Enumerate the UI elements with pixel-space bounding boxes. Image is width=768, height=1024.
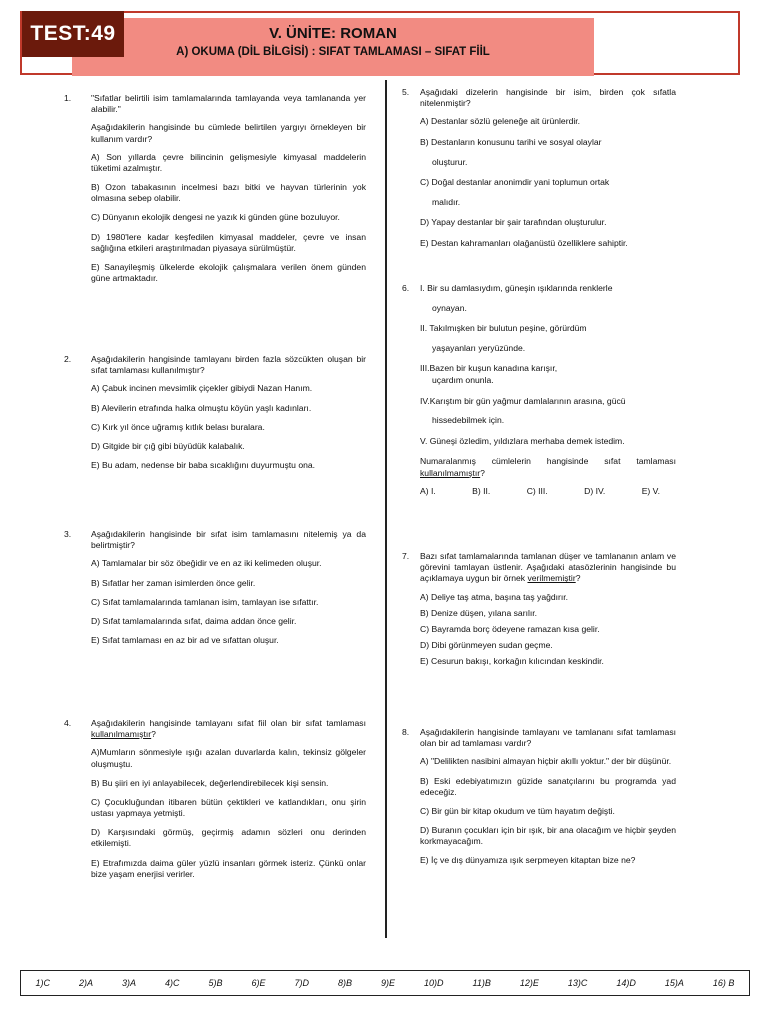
stem-underlined: verilmemiştir — [527, 573, 576, 584]
option-e[interactable]: E) Destan kahramanları olağanüstü özelliklere sahiptir. — [420, 237, 628, 248]
question-prompt: Aşağıdakilerin hangisinde bu cümlede belirtilen yargıyı örnekleyen bir kullanım vardır? — [91, 122, 366, 144]
question-number: 5. — [402, 87, 410, 97]
option-b-line2: oluşturur. — [432, 156, 468, 167]
option-e[interactable]: E) Cesurun bakışı, korkağın kılıcından keskindir. — [420, 656, 604, 667]
option-e[interactable]: E) Bu adam, nedense bir baba sıcaklığını duyurmuştu ona. — [91, 460, 316, 471]
question-number: 2. — [64, 354, 72, 364]
option-e[interactable]: E) V. — [641, 485, 660, 496]
option-d[interactable]: D) Yapay destanlar bir şair tarafından oluşturulur. — [420, 217, 607, 228]
question-body — [91, 718, 366, 888]
option-a[interactable]: A) "Delilikten nasibini almayan hiçbir akıllı yoktur." der bir düşünür. — [420, 756, 672, 767]
answer-item: 6)E — [251, 978, 266, 988]
question-number: 1. — [64, 93, 72, 103]
prompt-underlined: kullanılmamıştır — [420, 467, 481, 478]
stem-text: Aşağıdakilerin hangisinde tamlayanı sıfat fiil olan bir sıfat tamlaması — [91, 718, 366, 728]
stem-text: Bazı sıfat tamlamalarında tamlanan düşer ve tamlananın anlam ve görevini tamlayan üstlenir. Aşağıdaki atasözlerinin hangisinde bu açıklamaya uygun bir örnek — [420, 551, 676, 584]
statement-iii — [420, 363, 676, 386]
option-b-line1: B) Destanların konusunu tarihi ve sosyal olaylar — [420, 136, 602, 147]
option-c[interactable]: C) Çocukluğundan itibaren bütün çektikleri ve katlandıkları, onu şirin ustası yapmaya yetmişti. — [91, 796, 366, 819]
option-b[interactable]: B) Eski edebiyatımızın güzide sanatçılarını bu programda yad edeceğiz. — [420, 775, 676, 797]
answer-item: 5)B — [208, 978, 223, 988]
answer-item: 8)B — [337, 978, 352, 988]
option-e[interactable]: E) İç ve dış dünyamıza ışık serpmeyen kitaptan bize ne? — [420, 855, 636, 866]
option-a[interactable]: A) Tamlamalar bir söz öbeğidir ve en az iki kelimeden oluşur. — [91, 558, 322, 569]
option-a[interactable]: A) I. — [420, 485, 436, 496]
question-body — [420, 87, 676, 259]
statement-ii-line2: yaşayanları yeryüzünde. — [432, 342, 526, 353]
option-b[interactable]: B) Sıfatlar her zaman isimlerden önce gelir. — [91, 577, 256, 588]
question-stem: Aşağıdakilerin hangisinde tamlayanı birden fazla sözcükten oluşan bir sıfat tamlaması kullanılmıştır? — [91, 354, 366, 376]
option-e[interactable]: E) Etrafımızda daima güler yüzlü insanları görmek isteriz. Çünkü onlar bize yaşam enerjisi verirler. — [91, 857, 366, 879]
question-stem: Aşağıdakilerin hangisinde bir sıfat isim tamlamasını nitelemiş ya da belirtmiştir? — [91, 529, 366, 551]
prompt-text: Numaralanmış cümlelerin hangisinde sıfat tamlaması — [420, 456, 676, 467]
stem-end: ? — [575, 573, 581, 584]
option-c-line1: C) Doğal destanlar anonimdir yani toplumun ortak — [420, 177, 610, 188]
statement-iv-line1: IV.Karıştım bir gün yağmur damlalarının arasına, gücü — [420, 395, 626, 406]
question-body — [420, 283, 676, 497]
question-number: 6. — [402, 283, 410, 293]
option-d[interactable]: D) Buranın çocukları için bir ışık, bir ana olacağım ve hiçbir şeyden korkmayacağım. — [420, 825, 676, 847]
option-a[interactable]: A) Deliye taş atma, başına taş yağdırır. — [420, 591, 569, 602]
answer-item: 7)D — [294, 978, 309, 988]
question-body — [420, 727, 676, 875]
option-b[interactable]: B) Bu şiiri en iyi anlayabilecek, değerlendirebilecek kişi sensin. — [91, 777, 329, 788]
statement-ii-line1: II. Takılmışken bir bulutun peşine, görürdüm — [420, 323, 587, 334]
option-b[interactable]: B) Ozon tabakasının incelmesi bazı bitki ve hayvan türlerinin yok olmasına sebep olabilir. — [91, 182, 366, 204]
statement-iii-line1: III.Bazen bir kuşun kanadına karışır, — [420, 363, 558, 374]
option-d[interactable]: D) Gitgide bir çığ gibi büyüdük kalabalık. — [91, 440, 245, 451]
options-row — [420, 486, 660, 497]
option-d[interactable]: D) 1980'lere kadar keşfedilen kimyasal maddeler, çevre ve insan sağlığına etkileri araştırılmadan piyasaya sürülmüştür. — [91, 231, 366, 253]
option-c[interactable]: C) Dünyanın ekolojik dengesi ne yazık ki günden güne bozuluyor. — [91, 212, 340, 223]
option-d[interactable]: D) Karşısındaki görmüş, geçirmiş adamın sözleri onu derinden etkilemişti. — [91, 827, 366, 849]
statement-i — [420, 283, 676, 314]
question-stem — [91, 718, 366, 740]
answer-item: 14)D — [616, 978, 636, 988]
option-d[interactable]: D) IV. — [584, 485, 606, 496]
question-stem: "Sıfatlar belirtili isim tamlamalarında tamlayanda veya tamlananda yer alabilir." — [91, 93, 366, 115]
option-c[interactable]: C) III. — [526, 485, 548, 496]
statement-iii-line2: uçardım onunla. — [432, 374, 494, 385]
option-c[interactable]: C) Bir gün bir kitap okudum ve tüm hayatım değişti. — [420, 805, 615, 816]
test-badge: TEST:49 — [22, 11, 124, 57]
option-a[interactable]: A) Destanlar sözlü geleneğe ait ürünlerdir. — [420, 116, 581, 127]
statement-i-line2: oynayan. — [432, 302, 467, 313]
option-e[interactable]: E) Sanayileşmiş ülkelerde ekolojik çalışmalara verilen önem günden güne artmaktadır. — [91, 261, 366, 284]
option-c[interactable]: C) Kırk yıl önce uğramış kıtlık belası buralara. — [91, 421, 265, 432]
answer-item: 16) B — [712, 978, 735, 988]
question-body — [91, 354, 366, 479]
option-b[interactable] — [420, 137, 676, 168]
stem-end: ? — [151, 729, 156, 740]
question-number: 7. — [402, 551, 410, 561]
section-subtitle: A) OKUMA (DİL BİLGİSİ) : SIFAT TAMLAMASI – SIFAT FİİL — [176, 46, 490, 58]
question-body — [91, 529, 366, 654]
prompt-end: ? — [480, 467, 485, 478]
question-prompt — [420, 456, 676, 478]
question-stem — [420, 551, 676, 585]
question-stem: Aşağıdakilerin hangisinde tamlayanı ve tamlananı sıfat tamlaması olan bir ad tamlaması vardır? — [420, 727, 676, 749]
answer-item: 13)C — [567, 978, 588, 988]
statement-iv-line2: hissedebilmek için. — [432, 415, 505, 426]
question-stem: Aşağıdaki dizelerin hangisinde bir isim, birden çok sıfatla nitelenmiştir? — [420, 87, 676, 109]
answer-item: 9)E — [380, 978, 395, 988]
option-a[interactable]: A) Son yıllarda çevre bilincinin gelişmesiyle kimyasal maddelerin tüketimi azalmıştır. — [91, 151, 366, 173]
unit-title: V. ÜNİTE: ROMAN — [269, 25, 397, 42]
option-b[interactable]: B) Denize düşen, yılana sarılır. — [420, 607, 538, 618]
answer-item: 3)A — [121, 978, 136, 988]
option-a[interactable]: A) Çabuk incinen mevsimlik çiçekler gibiydi Nazan Hanım. — [91, 383, 313, 394]
option-d[interactable]: D) Dibi görünmeyen sudan geçme. — [420, 640, 553, 651]
option-b[interactable]: B) Alevilerin etrafında halka olmuştu köyün yaşlı kadınları. — [91, 402, 312, 413]
option-e[interactable]: E) Sıfat tamlaması en az bir ad ve sıfattan oluşur. — [91, 635, 279, 646]
question-number: 4. — [64, 718, 72, 728]
question-number: 3. — [64, 529, 72, 539]
stem-underlined: kullanılmamıştır — [91, 729, 152, 740]
answer-key — [20, 970, 750, 996]
answer-item: 4)C — [164, 978, 180, 988]
answer-item: 11)B — [472, 978, 491, 988]
question-number: 8. — [402, 727, 410, 737]
option-b[interactable]: B) II. — [472, 485, 491, 496]
answer-item: 2)A — [78, 978, 93, 988]
statement-v: V. Güneşi özledim, yıldızlara merhaba demek istedim. — [420, 435, 625, 446]
statement-i-line1: I. Bir su damlasıydım, güneşin ışıklarında renklerle — [420, 283, 613, 293]
answer-item: 15)A — [664, 978, 684, 988]
question-body — [91, 93, 366, 292]
option-a[interactable]: A)Mumların sönmesiyle ışığı azalan duvarlarda kalın, tekinsiz gölgeler oluşmuştu. — [91, 747, 366, 769]
question-body — [420, 551, 676, 672]
option-c-line2: malıdır. — [432, 196, 461, 207]
option-c[interactable] — [420, 177, 676, 208]
statement-iv — [420, 396, 676, 427]
option-c[interactable]: C) Sıfat tamlamalarında tamlanan isim, tamlayan ise sıfattır. — [91, 596, 319, 607]
header-band — [72, 18, 594, 76]
answer-item: 1)C — [35, 978, 50, 988]
statement-ii — [420, 323, 676, 354]
option-d[interactable]: D) Sıfat tamlamalarında sıfat, daima addan önce gelir. — [91, 615, 297, 626]
answer-item: 12)E — [519, 978, 539, 988]
column-divider — [385, 80, 387, 938]
answer-item: 10)D — [423, 978, 444, 988]
option-c[interactable]: C) Bayramda borç ödeyene ramazan kısa gelir. — [420, 623, 600, 634]
